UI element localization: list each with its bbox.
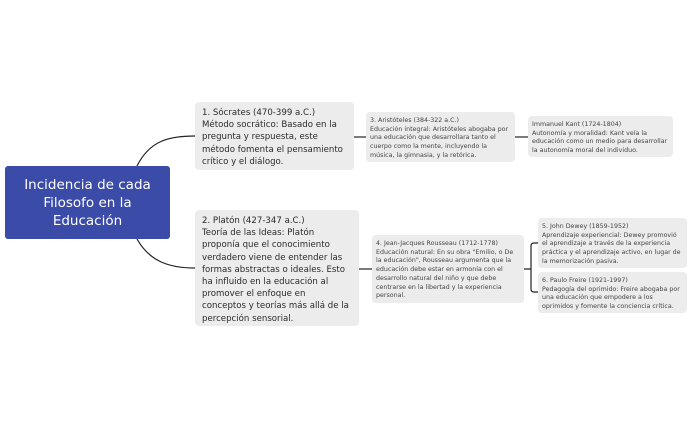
node-body: Autonomía y moralidad: Kant veía la educación como un medio para desarrollar la autonomía moral del individuo.: [532, 129, 668, 155]
node-aristoteles[interactable]: [366, 112, 515, 162]
node-title: 6. Paulo Freire (1921-1997): [542, 277, 628, 284]
node-body: Aprendizaje experiencial: Dewey promovió el aprendizaje a través de la experiencia práctica y el aprendizaje activo, en lugar de la memorización pasiva.: [542, 231, 681, 265]
node-title: 3. Aristóteles (384-322 a.C.): [370, 117, 459, 124]
node-title: 1. Sócrates (470-399 a.C.): [202, 108, 316, 118]
node-platon[interactable]: [195, 210, 359, 326]
node-title: 4. Jean-Jacques Rousseau (1712-1778): [376, 240, 498, 247]
node-body: Educación natural: En su obra "Emilio, o De la educación", Rousseau argumenta que la educación debe estar en armonía con el desarrollo natural del niño y que debe centrarse en la libertad y la experiencia personal.: [376, 248, 514, 300]
node-body: Educación integral: Aristóteles abogaba por una educación que desarrollara tanto el cuerpo como la mente, incluyendo la música, la gimnasia, y la retórica.: [370, 125, 509, 159]
connector-root-platon: [137, 239, 195, 268]
root-topic-label: Incidencia de cada Filosofo en la Educación: [24, 176, 151, 229]
node-dewey[interactable]: [538, 218, 687, 268]
node-rousseau[interactable]: [372, 235, 524, 303]
node-body: Teoría de las Ideas: Platón proponía que el conocimiento verdadero viene de entender las formas abstractas o ideales. Esto ha influido en la educación al promover el enfoque en conceptos y teorías más allá de la percepción sensorial.: [202, 228, 349, 324]
connector-root-socrates: [137, 136, 195, 166]
node-title: Immanuel Kant (1724-1804): [532, 121, 622, 128]
node-socrates[interactable]: [195, 102, 354, 170]
node-body: Pedagogía del oprimido: Freire abogaba por una educación que empodere a los oprimidos y fomente la conciencia crítica.: [542, 285, 680, 311]
connector-rousseau-children: [524, 243, 538, 292]
node-freire[interactable]: [538, 272, 687, 313]
node-title: 5. John Dewey (1859-1952): [542, 223, 629, 230]
node-kant[interactable]: [528, 116, 673, 157]
root-topic[interactable]: [5, 166, 170, 239]
node-body: Método socrático: Basado en la pregunta y respuesta, este método fomenta el pensamiento crítico y el diálogo.: [202, 120, 343, 167]
node-title: 2. Platón (427-347 a.C.): [202, 216, 305, 226]
